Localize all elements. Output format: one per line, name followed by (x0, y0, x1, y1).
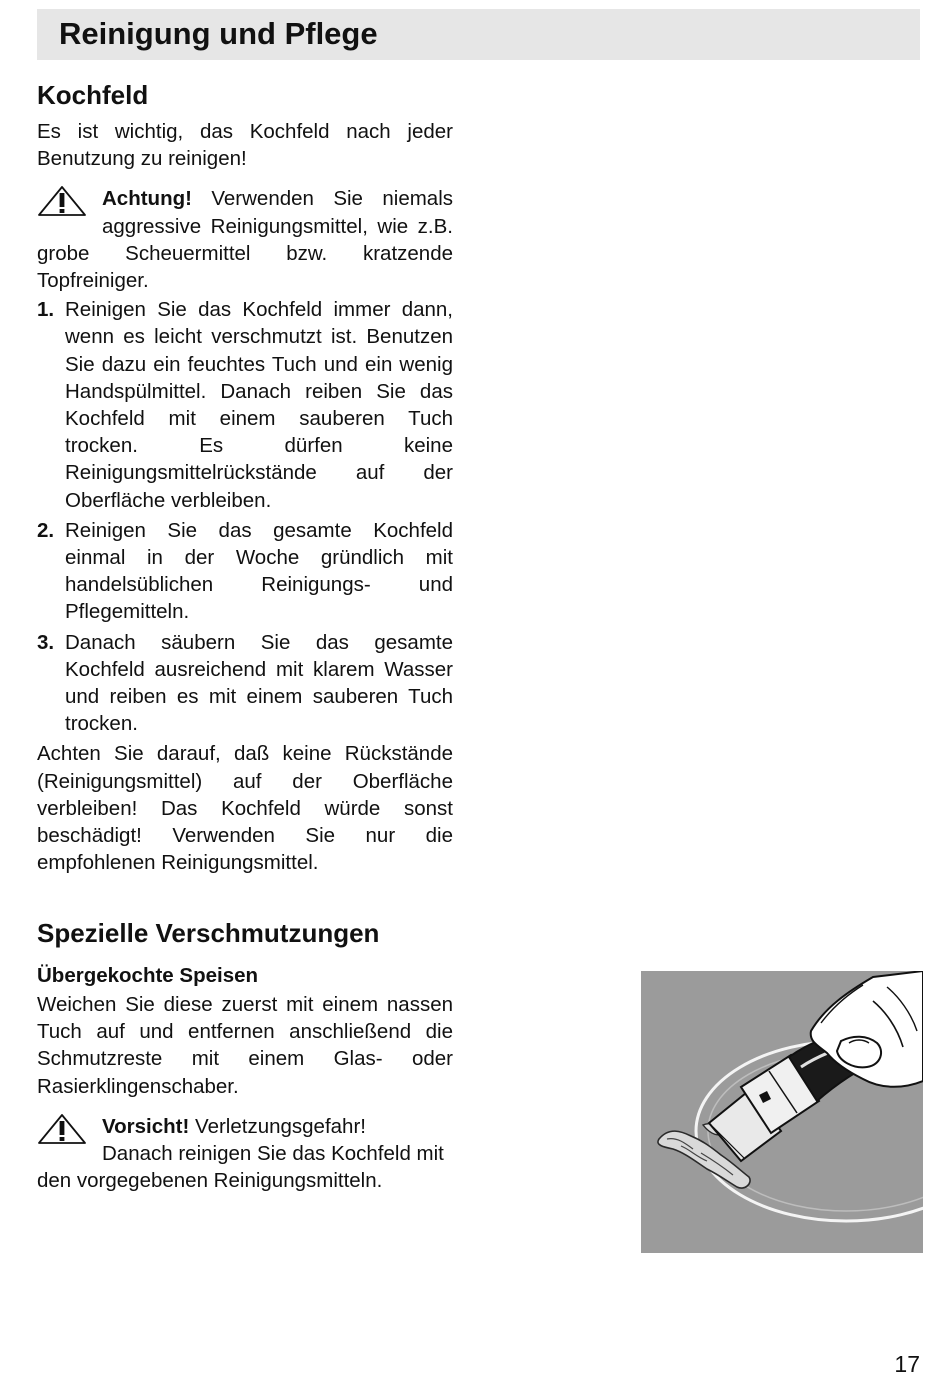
step-text: Reinigen Sie das gesamte Kochfeld einmal in der Woche gründlich mit handelsüblichen Reinigungs- und Pflegemitteln. (65, 518, 453, 624)
kochfeld-intro: Es ist wichtig, das Kochfeld nach jeder Benutzung zu reinigen! (37, 120, 453, 171)
scraper-illustration (641, 971, 923, 1253)
list-item (37, 629, 453, 738)
kochfeld-section (37, 80, 453, 876)
spezielle-after-warning: Danach reinigen Sie das Kochfeld mit den vorgegebenen Reinigungsmitteln. (37, 1142, 444, 1193)
spezielle-warning-text: Verletzungsgefahr! (189, 1114, 366, 1138)
spezielle-heading: Spezielle Verschmutzungen (37, 918, 380, 948)
spezielle-warning (37, 1113, 453, 1140)
step-number: 1. (37, 298, 55, 322)
kochfeld-warning-text: Verwenden Sie niemals aggressive Reinigungsmittel, wie z.B. grobe Scheuermittel bzw. kratzende Topfreiniger. (37, 187, 453, 293)
kochfeld-closing: Achten Sie darauf, daß keine Rückstände (Reinigungsmittel) auf der Oberfläche verbleiben! Das Kochfeld würde sonst beschädigt! Verwenden Sie nur die empfohlenen Reinigungsmittel. (37, 742, 453, 875)
spezielle-warning-label: Vorsicht! (102, 1114, 190, 1138)
spezielle-section (37, 918, 453, 1194)
section-title-bar (37, 9, 920, 60)
kochfeld-heading: Kochfeld (37, 80, 149, 110)
step-text: Danach säubern Sie das gesamte Kochfeld ausreichend mit klarem Wasser und reiben es mit einem sauberen Tuch trocken. (65, 630, 453, 736)
list-item (37, 517, 453, 626)
list-item (37, 296, 453, 514)
kochfeld-warning (37, 185, 453, 294)
page-title: Reinigung und Pflege (59, 16, 378, 51)
kochfeld-warning-label: Achtung! (102, 187, 192, 211)
warning-triangle-icon (37, 1113, 87, 1145)
scraper-hand-icon (641, 971, 923, 1253)
warning-triangle-icon (37, 185, 87, 217)
step-number: 3. (37, 630, 55, 654)
page-number: 17 (894, 1351, 920, 1377)
kochfeld-steps (37, 296, 453, 737)
step-text: Reinigen Sie das Kochfeld immer dann, wenn es leicht verschmutzt ist. Benutzen Sie dazu ein feuchtes Tuch und ein wenig Handspülmittel. Danach reiben Sie das Kochfeld mit einem sauberen Tuch trocken. Es dürfen keine Reinigungsmittelrückstände auf der Oberfläche verbleiben. (65, 298, 453, 512)
step-number: 2. (37, 518, 55, 542)
spezielle-text: Weichen Sie diese zuerst mit einem nassen Tuch auf und entfernen anschließend die Schmutzreste mit einem Glas- oder Rasierklingenschaber. (37, 993, 453, 1098)
spezielle-subheading: Übergekochte Speisen (37, 964, 259, 987)
